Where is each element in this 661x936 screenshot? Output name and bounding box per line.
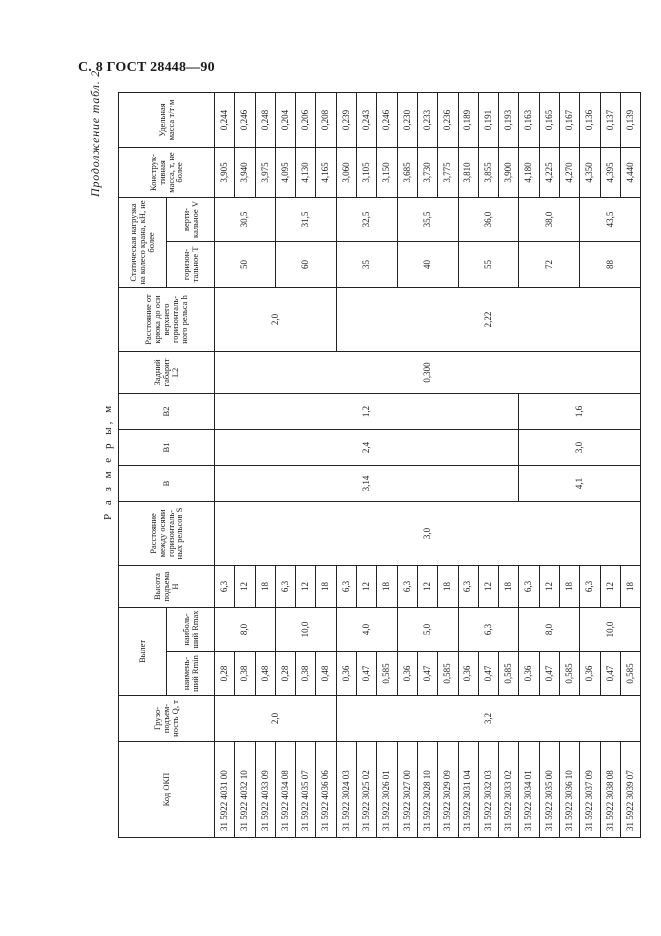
header-capacity: Грузо-подъем-ность Q, т xyxy=(119,696,215,742)
cell-specific-mass: 0,243 xyxy=(357,92,377,147)
cell-height: 6,3 xyxy=(215,565,235,607)
cell-specific-mass: 0,189 xyxy=(458,92,478,147)
cell-mass: 4,440 xyxy=(620,147,640,197)
cell-mass: 4,165 xyxy=(316,147,336,197)
cell-rmax: 4,0 xyxy=(336,607,397,651)
header-h: Расстояние от крюка до оси верхнего горизонталь-ного рельса h xyxy=(119,287,215,351)
rotated-table-wrapper xyxy=(118,93,635,838)
cell-rmin: 0,38 xyxy=(235,652,255,696)
cell-horizontal-load: 55 xyxy=(458,241,519,287)
cell-mass: 3,685 xyxy=(397,147,417,197)
cell-horizontal-load: 88 xyxy=(580,241,641,287)
cell-vertical-load: 36,0 xyxy=(458,197,519,241)
cell-rmin: 0,48 xyxy=(255,652,275,696)
cell-mass: 4,395 xyxy=(600,147,620,197)
cell-code: 31 5922 3037 09 xyxy=(580,742,600,838)
cell-rmin: 0,47 xyxy=(357,652,377,696)
table-caption: Продолжение табл. 2 xyxy=(88,69,102,197)
cell-rmax: 10,0 xyxy=(580,607,641,651)
cell-rmin: 0,28 xyxy=(275,652,295,696)
cell-mass: 4,095 xyxy=(275,147,295,197)
cell-vertical-load: 38,0 xyxy=(519,197,580,241)
cell-specific-mass: 0,239 xyxy=(336,92,356,147)
cell-rmin: 0,38 xyxy=(296,652,316,696)
cell-specific-mass: 0,137 xyxy=(600,92,620,147)
cell-specific-mass: 0,139 xyxy=(620,92,640,147)
header-vertical: верти-кальное V xyxy=(167,197,215,241)
cell-code: 31 5922 3035 00 xyxy=(539,742,559,838)
cell-code: 31 5922 3031 04 xyxy=(458,742,478,838)
cell-rmin: 0,36 xyxy=(397,652,417,696)
cell-height: 12 xyxy=(478,565,498,607)
cell-code: 31 5922 3026 01 xyxy=(377,742,397,838)
cell-code: 31 5922 3027 00 xyxy=(397,742,417,838)
cell-code: 31 5922 3024 03 xyxy=(336,742,356,838)
cell-specific-mass: 0,244 xyxy=(215,92,235,147)
cell-vertical-load: 35,5 xyxy=(397,197,458,241)
cell-code: 31 5922 4033 09 xyxy=(255,742,275,838)
cell-height: 18 xyxy=(560,565,580,607)
cell-b1: 2,4 xyxy=(215,429,519,465)
header-rmin: наимень-ший Rmin xyxy=(167,652,215,696)
cell-mass: 3,940 xyxy=(235,147,255,197)
header-mass: Конструк-тивная масса, т, не более xyxy=(119,147,215,197)
cell-vertical-load: 32,5 xyxy=(336,197,397,241)
cell-height: 12 xyxy=(600,565,620,607)
header-static-load: Статическая нагрузка на колесо крана, кН, не более xyxy=(119,197,167,287)
cell-rmin: 0,47 xyxy=(600,652,620,696)
cell-specific-mass: 0,246 xyxy=(235,92,255,147)
cell-mass: 3,900 xyxy=(499,147,519,197)
cell-rmin: 0,36 xyxy=(336,652,356,696)
cell-height: 18 xyxy=(316,565,336,607)
cell-vertical-load: 30,5 xyxy=(215,197,276,241)
cell-specific-mass: 0,248 xyxy=(255,92,275,147)
cell-height: 6,3 xyxy=(458,565,478,607)
cell-mass: 4,225 xyxy=(539,147,559,197)
cell-mass: 4,350 xyxy=(580,147,600,197)
cell-specific-mass: 0,208 xyxy=(316,92,336,147)
cell-rmin: 0,48 xyxy=(316,652,336,696)
cell-b1: 3,0 xyxy=(519,429,641,465)
header-reach: Вылет xyxy=(119,607,167,695)
cell-rmin: 0,36 xyxy=(519,652,539,696)
cell-mass: 3,730 xyxy=(417,147,437,197)
cell-rmin: 0,585 xyxy=(499,652,519,696)
cell-height: 12 xyxy=(235,565,255,607)
cell-rmin: 0,47 xyxy=(478,652,498,696)
cell-rmin: 0,36 xyxy=(458,652,478,696)
cell-height: 12 xyxy=(357,565,377,607)
cell-spacing: 3,0 xyxy=(215,501,641,565)
cell-code: 31 5922 4032 10 xyxy=(235,742,255,838)
cell-rmin: 0,585 xyxy=(560,652,580,696)
cell-rmax: 10,0 xyxy=(275,607,336,651)
cell-specific-mass: 0,236 xyxy=(438,92,458,147)
cell-mass: 4,180 xyxy=(519,147,539,197)
cell-height: 18 xyxy=(499,565,519,607)
cell-mass: 3,105 xyxy=(357,147,377,197)
cell-specific-mass: 0,233 xyxy=(417,92,437,147)
cell-horizontal-load: 72 xyxy=(519,241,580,287)
cell-code: 31 5922 3036 10 xyxy=(560,742,580,838)
cell-horizontal-load: 35 xyxy=(336,241,397,287)
cell-specific-mass: 0,206 xyxy=(296,92,316,147)
cell-height: 18 xyxy=(255,565,275,607)
cell-rmin: 0,585 xyxy=(377,652,397,696)
cell-b: 3,14 xyxy=(215,465,519,501)
cell-mass: 3,775 xyxy=(438,147,458,197)
cell-height: 6,3 xyxy=(336,565,356,607)
cell-l2: 0,300 xyxy=(215,351,641,393)
cell-height: 12 xyxy=(296,565,316,607)
header-b: B xyxy=(119,465,215,501)
cell-rmin: 0,28 xyxy=(215,652,235,696)
cell-hook-distance: 2,22 xyxy=(336,287,640,351)
cell-specific-mass: 0,193 xyxy=(499,92,519,147)
header-code: Код ОКП xyxy=(119,742,215,838)
cell-code: 31 5922 3029 09 xyxy=(438,742,458,838)
cell-height: 6,3 xyxy=(580,565,600,607)
cell-specific-mass: 0,136 xyxy=(580,92,600,147)
cell-height: 18 xyxy=(377,565,397,607)
cell-rmin: 0,585 xyxy=(438,652,458,696)
cell-rmax: 8,0 xyxy=(215,607,276,651)
cell-mass: 3,905 xyxy=(215,147,235,197)
header-b2: B2 xyxy=(119,393,215,429)
cell-mass: 3,975 xyxy=(255,147,275,197)
header-rmax: наиболь-ший Rmax xyxy=(167,607,215,651)
cell-height: 12 xyxy=(539,565,559,607)
page-header: С. 8 ГОСТ 28448—90 xyxy=(78,60,215,75)
cell-rmax: 5,0 xyxy=(397,607,458,651)
cell-rmin: 0,47 xyxy=(539,652,559,696)
cell-specific-mass: 0,204 xyxy=(275,92,295,147)
cell-rmax: 8,0 xyxy=(519,607,580,651)
cell-mass: 4,270 xyxy=(560,147,580,197)
cell-mass: 4,130 xyxy=(296,147,316,197)
cell-code: 31 5922 3038 08 xyxy=(600,742,620,838)
cell-code: 31 5922 3034 01 xyxy=(519,742,539,838)
cell-rmax: 6,3 xyxy=(458,607,519,651)
cell-specific-mass: 0,191 xyxy=(478,92,498,147)
header-spacing: Расстояние между осями горизонталь-ных рельсов S xyxy=(119,501,215,565)
header-height: Высота подъема H xyxy=(119,565,215,607)
cell-specific-mass: 0,167 xyxy=(560,92,580,147)
cell-height: 18 xyxy=(438,565,458,607)
cell-height: 12 xyxy=(417,565,437,607)
cell-height: 6,3 xyxy=(519,565,539,607)
cell-rmin: 0,36 xyxy=(580,652,600,696)
cell-horizontal-load: 60 xyxy=(275,241,336,287)
cell-rmin: 0,585 xyxy=(620,652,640,696)
cell-specific-mass: 0,163 xyxy=(519,92,539,147)
cell-code: 31 5922 4034 08 xyxy=(275,742,295,838)
header-horizontal: горизон-тальное T xyxy=(167,241,215,287)
cell-vertical-load: 43,5 xyxy=(580,197,641,241)
header-l2: Задний габарит L2 xyxy=(119,351,215,393)
cell-b: 4,1 xyxy=(519,465,641,501)
cell-code: 31 5922 3032 03 xyxy=(478,742,498,838)
cell-capacity: 2,0 xyxy=(215,696,337,742)
cell-height: 6,3 xyxy=(275,565,295,607)
cell-specific-mass: 0,230 xyxy=(397,92,417,147)
cell-height: 6,3 xyxy=(397,565,417,607)
data-table xyxy=(118,92,641,838)
cell-code: 31 5922 3039 07 xyxy=(620,742,640,838)
cell-code: 31 5922 4035 07 xyxy=(296,742,316,838)
cell-specific-mass: 0,246 xyxy=(377,92,397,147)
header-specific-mass: Удельная масса т/т·м xyxy=(119,92,215,147)
cell-code: 31 5922 3028 10 xyxy=(417,742,437,838)
cell-code: 31 5922 3025 02 xyxy=(357,742,377,838)
cell-b2: 1,6 xyxy=(519,393,641,429)
cell-code: 31 5922 3033 02 xyxy=(499,742,519,838)
cell-vertical-load: 31,5 xyxy=(275,197,336,241)
cell-mass: 3,855 xyxy=(478,147,498,197)
cell-mass: 3,060 xyxy=(336,147,356,197)
cell-horizontal-load: 50 xyxy=(215,241,276,287)
header-b1: B1 xyxy=(119,429,215,465)
cell-hook-distance: 2,0 xyxy=(215,287,337,351)
cell-rmin: 0,47 xyxy=(417,652,437,696)
cell-horizontal-load: 40 xyxy=(397,241,458,287)
cell-specific-mass: 0,165 xyxy=(539,92,559,147)
cell-b2: 1,2 xyxy=(215,393,519,429)
cell-code: 31 5922 4031 00 xyxy=(215,742,235,838)
section-caption: Р а з м е р ы, м xyxy=(102,402,114,520)
cell-capacity: 3,2 xyxy=(336,696,640,742)
cell-mass: 3,150 xyxy=(377,147,397,197)
cell-mass: 3,810 xyxy=(458,147,478,197)
cell-code: 31 5922 4036 06 xyxy=(316,742,336,838)
cell-height: 18 xyxy=(620,565,640,607)
